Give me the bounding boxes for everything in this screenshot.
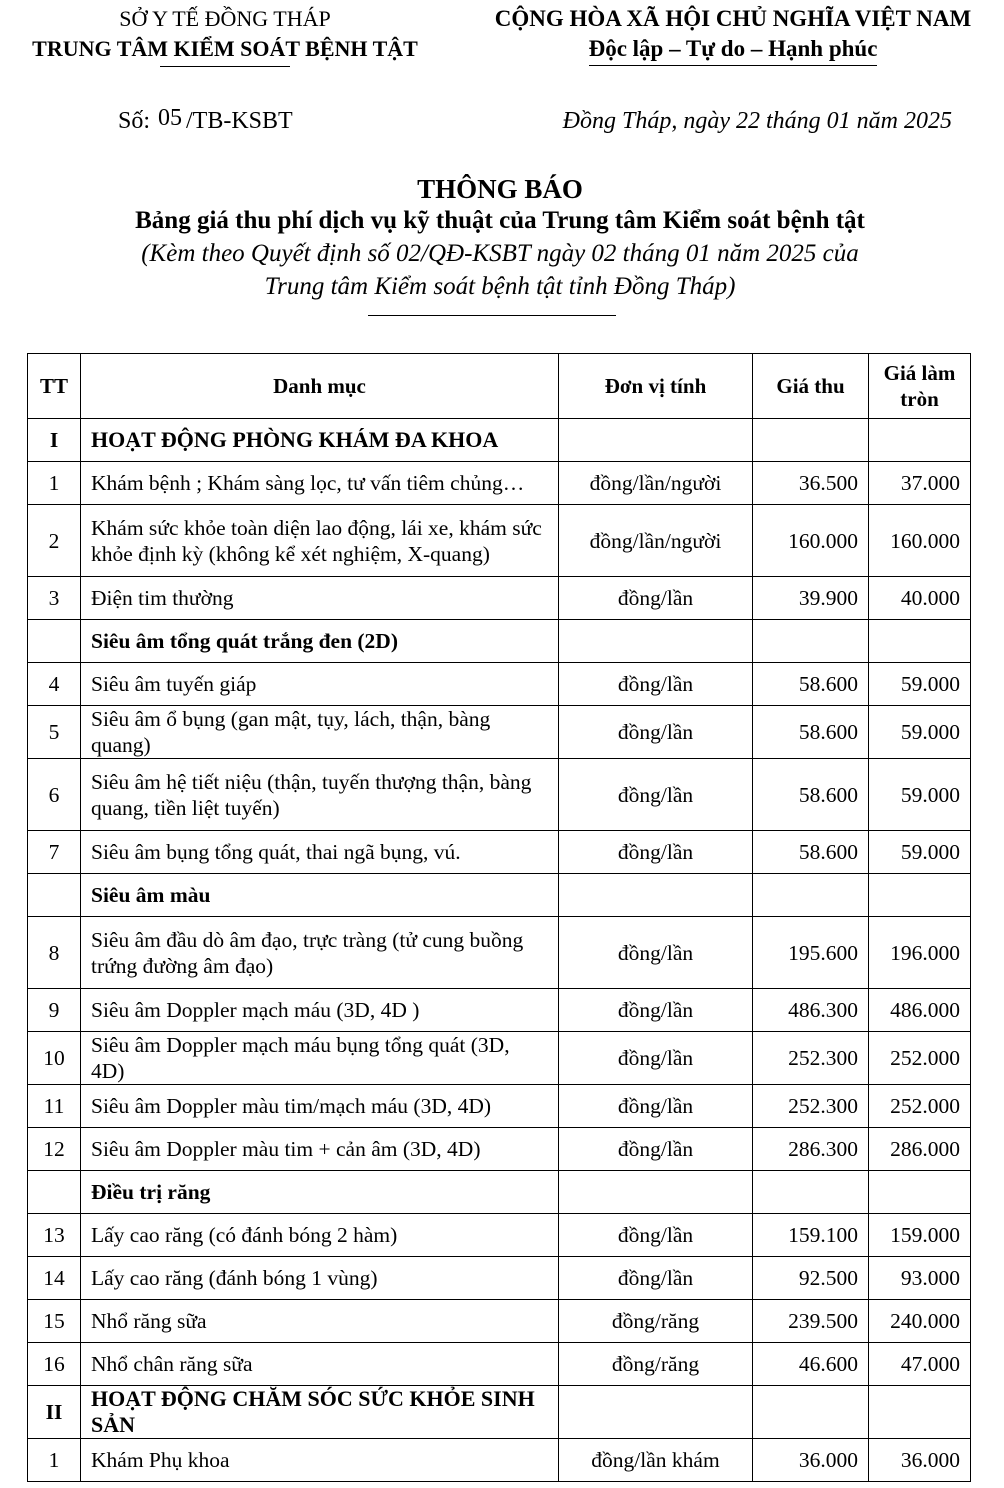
table-header-row xyxy=(28,354,971,419)
table-row xyxy=(28,1128,971,1171)
row-rounded-price: 59.000 xyxy=(869,831,971,874)
row-price: 58.600 xyxy=(753,706,869,759)
row-price: 486.300 xyxy=(753,989,869,1032)
row-number: 12 xyxy=(28,1128,81,1171)
row-unit xyxy=(559,874,753,917)
row-unit: đồng/lần khám xyxy=(559,1439,753,1482)
row-unit: đồng/lần xyxy=(559,1085,753,1128)
row-rounded-price: 93.000 xyxy=(869,1257,971,1300)
row-number: 1 xyxy=(28,462,81,505)
table-row xyxy=(28,663,971,706)
row-name: Siêu âm ổ bụng (gan mật, tụy, lách, thận, bàng quang) xyxy=(81,706,559,759)
doc-no-suffix: /TB-KSBT xyxy=(186,108,293,134)
row-price: 239.500 xyxy=(753,1300,869,1343)
row-number: 2 xyxy=(28,505,81,577)
issuer-underline xyxy=(160,66,290,67)
row-rounded-price xyxy=(869,419,971,462)
row-name: Siêu âm đầu dò âm đạo, trực tràng (tử cung buồng trứng đường âm đạo) xyxy=(81,917,559,989)
table-row xyxy=(28,1257,971,1300)
row-name: Lấy cao răng (đánh bóng 1 vùng) xyxy=(81,1257,559,1300)
row-name: Siêu âm hệ tiết niệu (thận, tuyến thượng thận, bàng quang, tiền liệt tuyến) xyxy=(81,759,559,831)
price-table xyxy=(27,353,971,1482)
row-unit: đồng/lần xyxy=(559,1214,753,1257)
row-number: 9 xyxy=(28,989,81,1032)
row-number xyxy=(28,1171,81,1214)
row-number: 14 xyxy=(28,1257,81,1300)
table-row xyxy=(28,1439,971,1482)
row-price: 39.900 xyxy=(753,577,869,620)
row-number: 11 xyxy=(28,1085,81,1128)
table-row xyxy=(28,759,971,831)
table-row xyxy=(28,831,971,874)
row-price xyxy=(753,1386,869,1439)
row-name: Siêu âm Doppler mạch máu (3D, 4D ) xyxy=(81,989,559,1032)
doc-no-prefix: Số: xyxy=(118,108,151,134)
row-rounded-price: 286.000 xyxy=(869,1128,971,1171)
row-number xyxy=(28,620,81,663)
row-price: 286.300 xyxy=(753,1128,869,1171)
row-number: 6 xyxy=(28,759,81,831)
row-name: Siêu âm Doppler màu tim/mạch máu (3D, 4D) xyxy=(81,1085,559,1128)
row-unit: đồng/lần xyxy=(559,831,753,874)
header-rounded-price xyxy=(869,354,971,419)
row-rounded-price: 40.000 xyxy=(869,577,971,620)
row-rounded-price: 59.000 xyxy=(869,759,971,831)
row-unit xyxy=(559,620,753,663)
title-divider xyxy=(368,315,616,316)
row-price xyxy=(753,620,869,663)
row-price: 92.500 xyxy=(753,1257,869,1300)
row-price: 159.100 xyxy=(753,1214,869,1257)
row-name: Điều trị răng xyxy=(81,1171,559,1214)
row-unit: đồng/lần xyxy=(559,1128,753,1171)
row-name: Khám Phụ khoa xyxy=(81,1439,559,1482)
row-number: I xyxy=(28,419,81,462)
row-unit: đồng/răng xyxy=(559,1343,753,1386)
row-number: 10 xyxy=(28,1032,81,1085)
row-rounded-price: 252.000 xyxy=(869,1032,971,1085)
document-title: THÔNG BÁO xyxy=(417,174,583,204)
row-number xyxy=(28,874,81,917)
row-rounded-price xyxy=(869,1171,971,1214)
row-number: 1 xyxy=(28,1439,81,1482)
issuer-block xyxy=(0,4,450,67)
row-price: 58.600 xyxy=(753,831,869,874)
row-rounded-price xyxy=(869,874,971,917)
attachment-note-line1: (Kèm theo Quyết định số 02/QĐ-KSBT ngày 02 tháng 01 năm 2025 của xyxy=(141,240,859,267)
row-rounded-price: 252.000 xyxy=(869,1085,971,1128)
row-number: 5 xyxy=(28,706,81,759)
table-row xyxy=(28,1214,971,1257)
row-unit xyxy=(559,1171,753,1214)
row-price xyxy=(753,1171,869,1214)
row-name: Điện tim thường xyxy=(81,577,559,620)
table-row xyxy=(28,989,971,1032)
header-tt: TT xyxy=(28,354,81,419)
header-name: Danh mục xyxy=(81,354,559,419)
table-row xyxy=(28,505,971,577)
row-unit: đồng/răng xyxy=(559,1300,753,1343)
row-rounded-price: 36.000 xyxy=(869,1439,971,1482)
national-header xyxy=(462,4,1004,66)
table-row xyxy=(28,706,971,759)
table-row xyxy=(28,917,971,989)
row-price: 46.600 xyxy=(753,1343,869,1386)
document-number xyxy=(118,105,293,135)
row-unit: đồng/lần/người xyxy=(559,505,753,577)
table-row xyxy=(28,1032,971,1085)
attachment-note-line2: Trung tâm Kiểm soát bệnh tật tỉnh Đồng Tháp) xyxy=(264,273,736,300)
row-rounded-price xyxy=(869,1386,971,1439)
row-name: Nhổ răng sữa xyxy=(81,1300,559,1343)
row-unit: đồng/lần xyxy=(559,706,753,759)
group-row xyxy=(28,620,971,663)
row-unit: đồng/lần xyxy=(559,1257,753,1300)
row-name: Siêu âm bụng tổng quát, thai ngã bụng, vú. xyxy=(81,831,559,874)
row-price: 36.000 xyxy=(753,1439,869,1482)
row-rounded-price: 240.000 xyxy=(869,1300,971,1343)
row-number: II xyxy=(28,1386,81,1439)
country-name: CỘNG HÒA XÃ HỘI CHỦ NGHĨA VIỆT NAM xyxy=(494,6,972,31)
row-rounded-price: 196.000 xyxy=(869,917,971,989)
row-name: Siêu âm Doppler mạch máu bụng tổng quát (3D, 4D) xyxy=(81,1032,559,1085)
row-number: 15 xyxy=(28,1300,81,1343)
title-block xyxy=(0,173,1000,316)
table-row xyxy=(28,1300,971,1343)
row-number: 3 xyxy=(28,577,81,620)
group-row xyxy=(28,1171,971,1214)
issuer-name: TRUNG TÂM KIỂM SOÁT BỆNH TẬT xyxy=(32,36,418,61)
row-price: 195.600 xyxy=(753,917,869,989)
table-row xyxy=(28,1343,971,1386)
table-row xyxy=(28,577,971,620)
row-unit: đồng/lần xyxy=(559,663,753,706)
row-name: Khám sức khỏe toàn diện lao động, lái xe, khám sức khỏe định kỳ (không kể xét nghiệm, X-quang) xyxy=(81,505,559,577)
section-row xyxy=(28,1386,971,1439)
row-number: 4 xyxy=(28,663,81,706)
row-unit: đồng/lần xyxy=(559,917,753,989)
row-rounded-price: 37.000 xyxy=(869,462,971,505)
row-name: Siêu âm màu xyxy=(81,874,559,917)
row-name: HOẠT ĐỘNG CHĂM SÓC SỨC KHỎE SINH SẢN xyxy=(81,1386,559,1439)
row-name: Nhổ chân răng sữa xyxy=(81,1343,559,1386)
row-rounded-price: 47.000 xyxy=(869,1343,971,1386)
header-price: Giá thu xyxy=(753,354,869,419)
row-price: 160.000 xyxy=(753,505,869,577)
header-rounded-line2: tròn xyxy=(900,387,939,411)
row-unit xyxy=(559,1386,753,1439)
table-body xyxy=(28,419,971,1482)
row-name: Khám bệnh ; Khám sàng lọc, tư vấn tiêm chủng… xyxy=(81,462,559,505)
row-price xyxy=(753,419,869,462)
row-name: Lấy cao răng (có đánh bóng 2 hàm) xyxy=(81,1214,559,1257)
row-price: 252.300 xyxy=(753,1085,869,1128)
header-unit: Đơn vị tính xyxy=(559,354,753,419)
row-price: 36.500 xyxy=(753,462,869,505)
table-row xyxy=(28,462,971,505)
row-unit: đồng/lần xyxy=(559,1032,753,1085)
national-motto: Độc lập – Tự do – Hạnh phúc xyxy=(589,35,878,66)
row-unit: đồng/lần xyxy=(559,577,753,620)
document-subtitle: Bảng giá thu phí dịch vụ kỹ thuật của Trung tâm Kiểm soát bệnh tật xyxy=(135,207,865,234)
row-unit: đồng/lần xyxy=(559,759,753,831)
row-price xyxy=(753,874,869,917)
place-date: Đồng Tháp, ngày 22 tháng 01 năm 2025 xyxy=(562,108,952,134)
row-name: Siêu âm tổng quát trắng đen (2D) xyxy=(81,620,559,663)
row-price: 58.600 xyxy=(753,663,869,706)
row-rounded-price: 59.000 xyxy=(869,663,971,706)
row-rounded-price: 59.000 xyxy=(869,706,971,759)
row-unit: đồng/lần/người xyxy=(559,462,753,505)
issuer-parent: SỞ Y TẾ ĐỒNG THÁP xyxy=(119,6,331,31)
row-rounded-price: 486.000 xyxy=(869,989,971,1032)
section-row xyxy=(28,419,971,462)
row-price: 252.300 xyxy=(753,1032,869,1085)
row-number: 8 xyxy=(28,917,81,989)
table-row xyxy=(28,1085,971,1128)
header-rounded-line1: Giá làm xyxy=(883,361,956,385)
row-name: HOẠT ĐỘNG PHÒNG KHÁM ĐA KHOA xyxy=(81,419,559,462)
row-number: 7 xyxy=(28,831,81,874)
row-rounded-price xyxy=(869,620,971,663)
doc-no-number: 05 xyxy=(158,105,183,131)
row-unit xyxy=(559,419,753,462)
row-unit: đồng/lần xyxy=(559,989,753,1032)
row-number: 13 xyxy=(28,1214,81,1257)
row-rounded-price: 160.000 xyxy=(869,505,971,577)
row-price: 58.600 xyxy=(753,759,869,831)
row-rounded-price: 159.000 xyxy=(869,1214,971,1257)
row-name: Siêu âm Doppler màu tim + cản âm (3D, 4D) xyxy=(81,1128,559,1171)
row-number: 16 xyxy=(28,1343,81,1386)
row-name: Siêu âm tuyến giáp xyxy=(81,663,559,706)
group-row xyxy=(28,874,971,917)
